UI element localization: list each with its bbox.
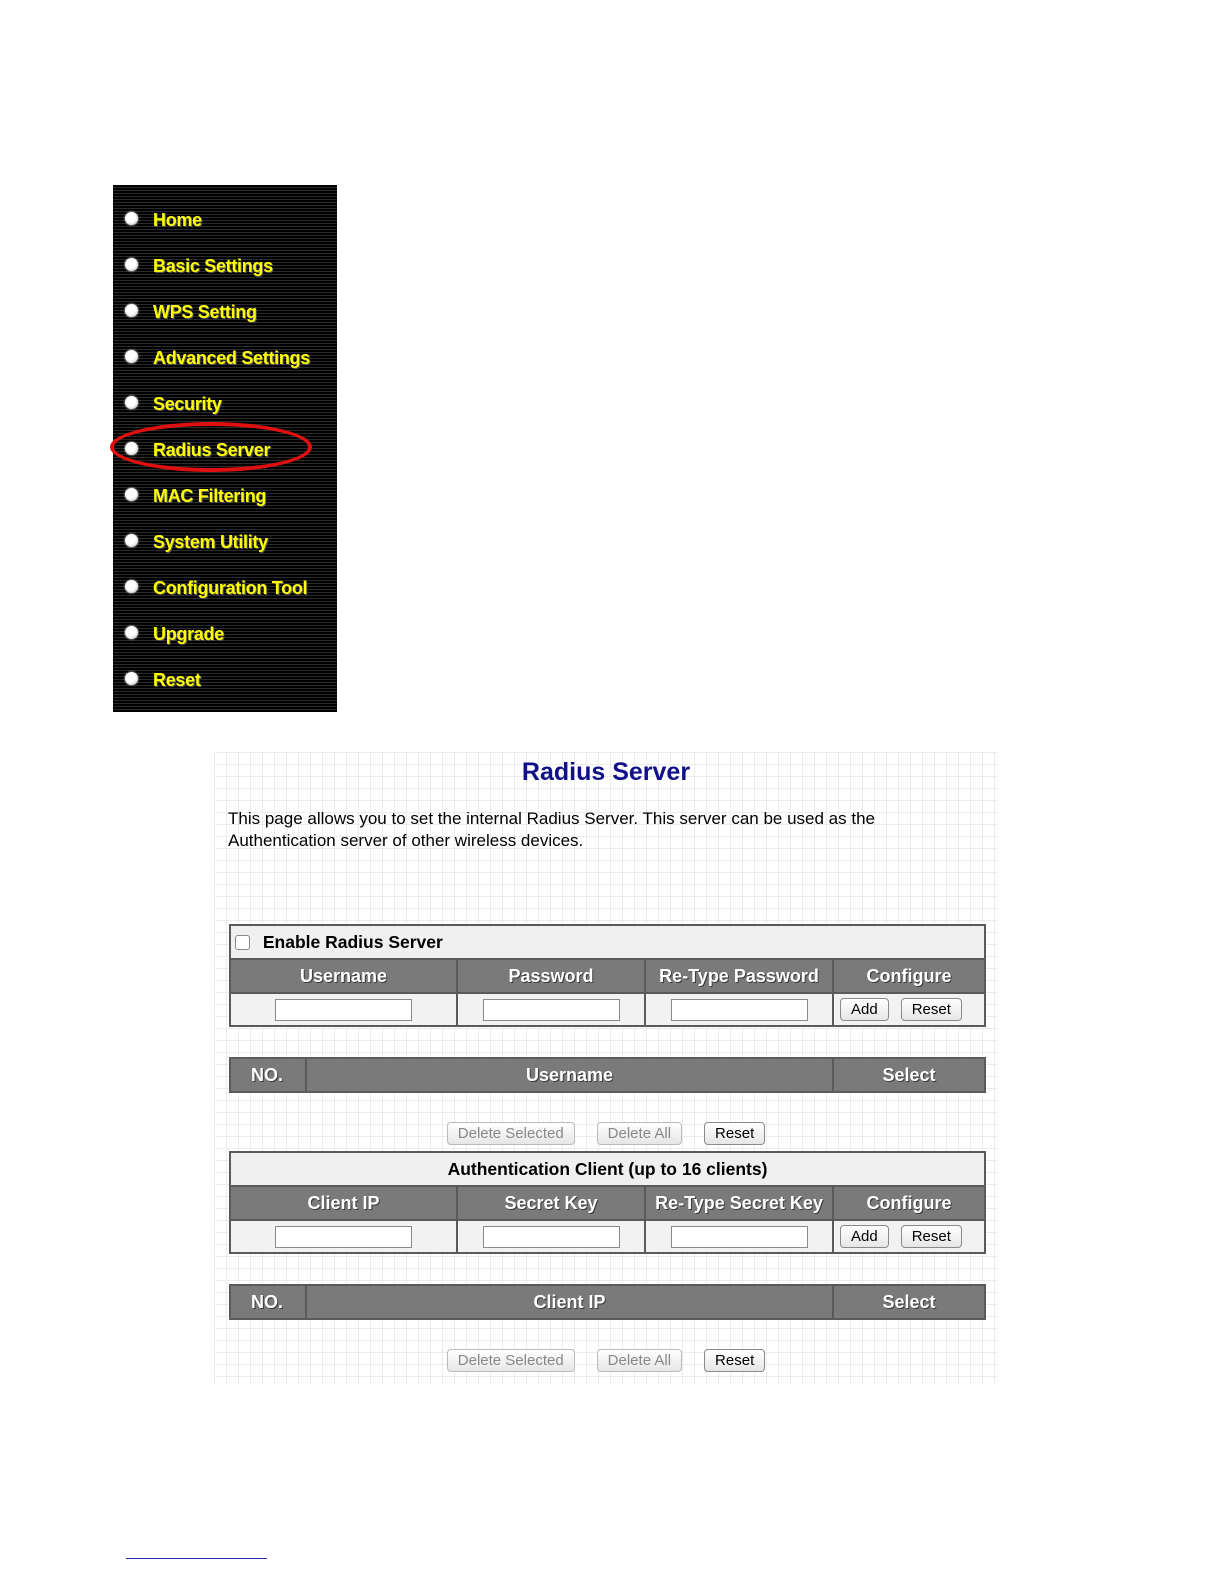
user-input-row <box>230 993 985 1026</box>
bullet-icon <box>125 580 138 593</box>
menu-item-wps-setting[interactable] <box>113 291 337 337</box>
add-user-button[interactable]: Add <box>840 998 889 1021</box>
reset-client-button[interactable]: Reset <box>901 1225 962 1248</box>
delete-selected-users-button[interactable]: Delete Selected <box>447 1122 575 1145</box>
username-input[interactable] <box>275 999 412 1021</box>
menu-item-label: Configuration Tool <box>153 578 308 598</box>
menu-item-system-utility[interactable] <box>113 521 337 567</box>
user-list-actions <box>214 1122 998 1145</box>
page-description: This page allows you to set the internal Radius Server. This server can be used as the Authentication server of other wireless devices. <box>228 809 875 850</box>
bullet-icon <box>125 396 138 409</box>
menu-item-configuration-tool[interactable] <box>113 567 337 613</box>
password-input[interactable] <box>483 999 620 1021</box>
header-select: Select <box>833 1058 985 1092</box>
bullet-icon <box>125 304 138 317</box>
header-retype-secret-key: Re-Type Secret Key <box>645 1186 833 1220</box>
radius-server-panel <box>214 752 998 1385</box>
menu-item-radius-server[interactable] <box>113 429 337 475</box>
menu-item-label: System Utility <box>153 532 268 552</box>
delete-selected-clients-button[interactable]: Delete Selected <box>447 1349 575 1372</box>
menu-item-upgrade[interactable] <box>113 613 337 659</box>
menu-item-basic-settings[interactable] <box>113 245 337 291</box>
retype-secret-key-cell <box>645 1220 833 1253</box>
header-no: NO. <box>230 1285 306 1319</box>
client-config-table <box>229 1151 986 1254</box>
menu-item-security[interactable] <box>113 383 337 429</box>
bullet-icon <box>125 442 138 455</box>
retype-password-cell <box>645 993 833 1026</box>
header-username: Username <box>230 959 457 993</box>
menu-item-label: Home <box>153 210 202 230</box>
menu-item-advanced-settings[interactable] <box>113 337 337 383</box>
menu-item-label: WPS Setting <box>153 302 257 322</box>
client-ip-input[interactable] <box>275 1226 412 1248</box>
header-select: Select <box>833 1285 985 1319</box>
header-retype-password: Re-Type Password <box>645 959 833 993</box>
delete-all-clients-button[interactable]: Delete All <box>597 1349 682 1372</box>
header-password: Password <box>457 959 645 993</box>
enable-radius-label: Enable Radius Server <box>262 931 443 952</box>
reset-user-button[interactable]: Reset <box>901 998 962 1021</box>
bullet-icon <box>125 534 138 547</box>
user-config-table <box>229 924 986 1027</box>
bullet-icon <box>125 212 138 225</box>
retype-secret-key-input[interactable] <box>671 1226 808 1248</box>
user-config-header <box>230 959 985 993</box>
user-list-table <box>229 1057 986 1093</box>
bullet-icon <box>125 626 138 639</box>
enable-radius-checkbox[interactable] <box>235 935 250 950</box>
reset-user-list-button[interactable]: Reset <box>704 1122 765 1145</box>
header-secret-key: Secret Key <box>457 1186 645 1220</box>
menu-item-label: Reset <box>153 670 201 690</box>
configure-cell <box>833 993 985 1026</box>
footer-rule <box>126 1558 267 1559</box>
client-list-table <box>229 1284 986 1320</box>
menu-item-reset[interactable] <box>113 659 337 705</box>
client-input-row <box>230 1220 985 1253</box>
menu-item-label: Advanced Settings <box>153 348 310 368</box>
client-list-header <box>230 1285 985 1319</box>
enable-row <box>230 925 985 959</box>
header-client-ip: Client IP <box>230 1186 457 1220</box>
user-list-header <box>230 1058 985 1092</box>
configure-cell <box>833 1220 985 1253</box>
client-caption: Authentication Client (up to 16 clients) <box>230 1152 985 1186</box>
header-username: Username <box>306 1058 833 1092</box>
bullet-icon <box>125 672 138 685</box>
menu-item-home[interactable] <box>113 199 337 245</box>
menu-item-label: Upgrade <box>153 624 224 644</box>
client-list-actions <box>214 1349 998 1372</box>
client-ip-cell <box>230 1220 457 1253</box>
menu-item-label: Radius Server <box>153 440 271 460</box>
reset-client-list-button[interactable]: Reset <box>704 1349 765 1372</box>
menu-item-label: Security <box>153 394 222 414</box>
header-client-ip: Client IP <box>306 1285 833 1319</box>
menu-item-label: MAC Filtering <box>153 486 267 506</box>
client-caption-row <box>230 1152 985 1186</box>
add-client-button[interactable]: Add <box>840 1225 889 1248</box>
username-cell <box>230 993 457 1026</box>
bullet-icon <box>125 258 138 271</box>
bullet-icon <box>125 488 138 501</box>
page-title: Radius Server <box>521 758 691 786</box>
enable-cell <box>230 925 985 959</box>
secret-key-cell <box>457 1220 645 1253</box>
header-no: NO. <box>230 1058 306 1092</box>
password-cell <box>457 993 645 1026</box>
retype-password-input[interactable] <box>671 999 808 1021</box>
header-configure: Configure <box>833 959 985 993</box>
secret-key-input[interactable] <box>483 1226 620 1248</box>
menu-item-label: Basic Settings <box>153 256 273 276</box>
client-config-header <box>230 1186 985 1220</box>
header-configure: Configure <box>833 1186 985 1220</box>
bullet-icon <box>125 350 138 363</box>
menu-item-mac-filtering[interactable] <box>113 475 337 521</box>
side-menu <box>113 185 337 712</box>
delete-all-users-button[interactable]: Delete All <box>597 1122 682 1145</box>
